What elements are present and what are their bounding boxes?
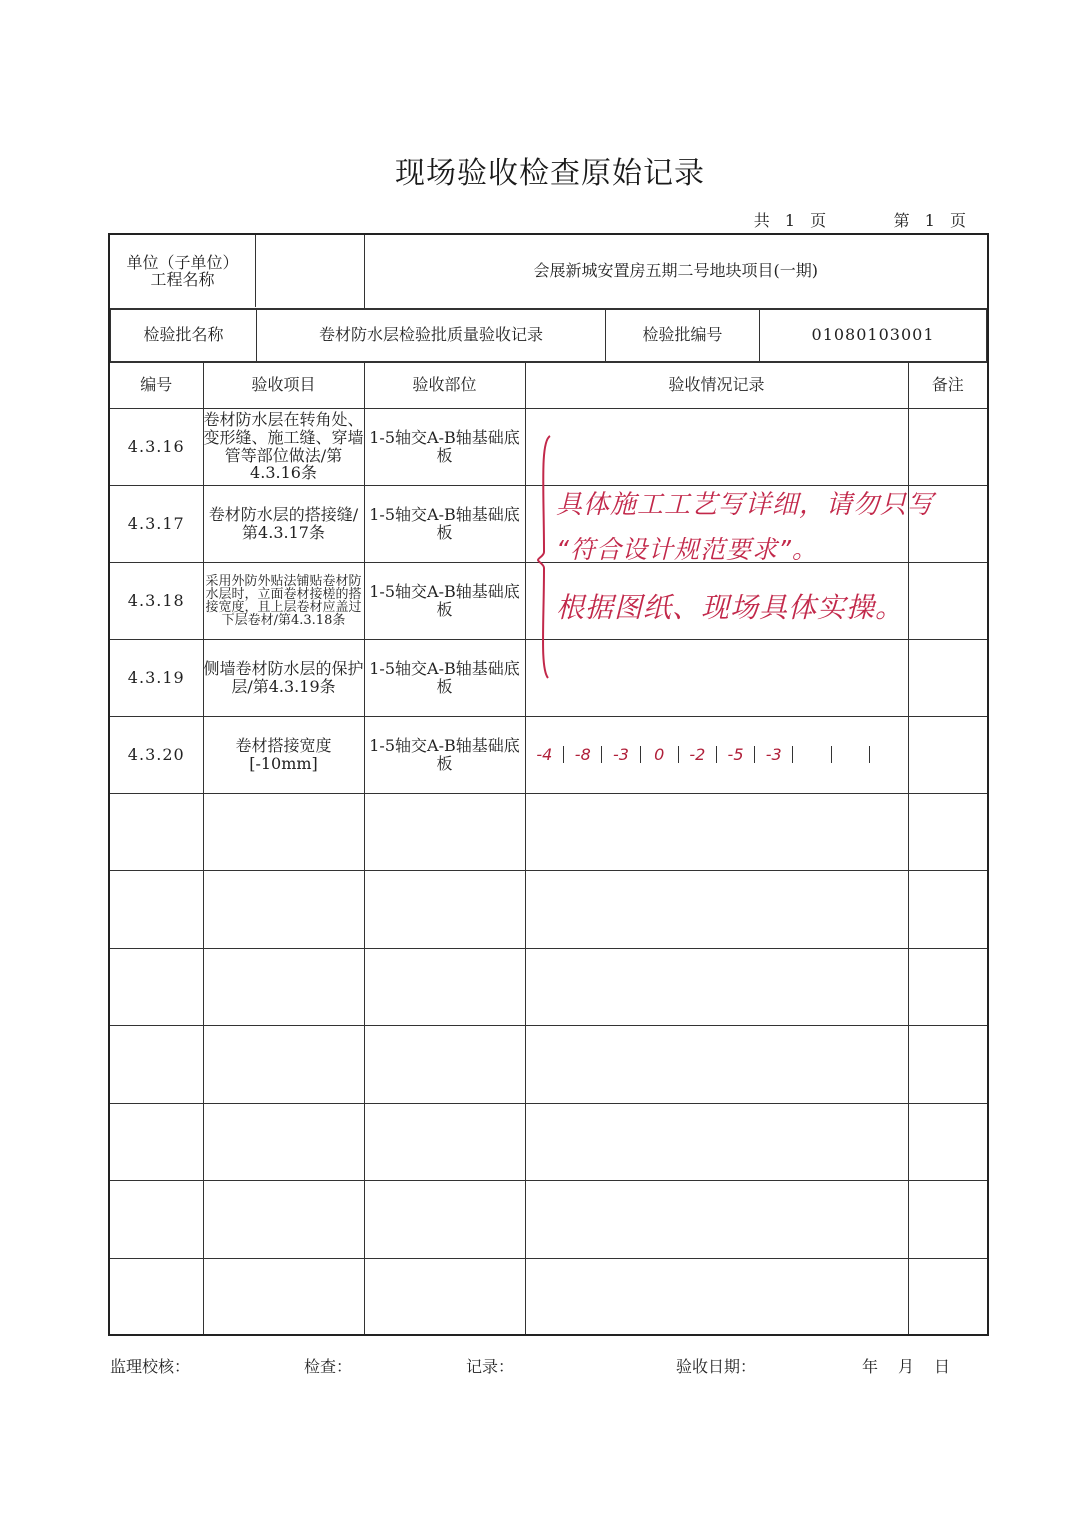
month-label: 月 (898, 1357, 915, 1376)
measurement-cells (525, 716, 908, 793)
unit-label (109, 234, 364, 308)
measurement-grid (526, 746, 908, 764)
record-label: 记录： (466, 1357, 515, 1376)
batch-no-value: 01080103001 (760, 309, 987, 361)
current-unit: 页 (949, 211, 968, 230)
row-code: 4.3.16 (109, 408, 203, 485)
unit-value: 会展新城安置房五期二号地块项目(一期) (364, 234, 988, 308)
current-page: 1 (924, 211, 937, 230)
batch-row-cell (109, 308, 988, 362)
empty-row (109, 1025, 988, 1103)
row-item: 卷材搭接宽度[-10mm] (203, 716, 364, 793)
row-code: 4.3.18 (109, 562, 203, 639)
row-remark (908, 716, 988, 793)
row-location: 1-5轴交A-B轴基础底板 (364, 639, 525, 716)
unit-label-text: 单位（子单位） 工程名称 (110, 235, 256, 307)
col-remark: 备注 (908, 362, 988, 408)
row-item: 卷材防水层的搭接缝/第4.3.17条 (203, 485, 364, 562)
row-code: 4.3.19 (109, 639, 203, 716)
column-header-row (109, 362, 988, 408)
row-location: 1-5轴交A-B轴基础底板 (364, 408, 525, 485)
row-remark (908, 408, 988, 485)
measurement: 0 (640, 746, 678, 764)
col-record: 验收情况记录 (525, 362, 908, 408)
empty-row (109, 948, 988, 1025)
project-row (109, 234, 988, 308)
row-record (525, 408, 908, 485)
year-label: 年 (862, 1357, 879, 1376)
measurement (831, 746, 869, 764)
page-number (754, 208, 968, 231)
row-item: 侧墙卷材防水层的保护层/第4.3.19条 (203, 639, 364, 716)
annotation-line-3: 根据图纸、现场具体实操。 (556, 591, 905, 624)
row-item: 卷材防水层在转角处、变形缝、施工缝、穿墙管等部位做法/第4.3.16条 (203, 408, 364, 485)
current-label: 第 (893, 211, 912, 230)
empty-row (109, 1103, 988, 1180)
empty-row (109, 1180, 988, 1258)
measurement: -2 (678, 746, 716, 764)
brace-mark (536, 432, 556, 682)
table-row (109, 716, 988, 793)
annotation-line-2: “符合设计规范要求”。 (556, 535, 818, 564)
total-unit: 页 (810, 211, 829, 230)
record-table (108, 233, 989, 1336)
measurement: -5 (716, 746, 754, 764)
empty-row (109, 1258, 988, 1335)
row-remark (908, 639, 988, 716)
batch-name-label: 检验批名称 (111, 309, 257, 361)
date-label: 验收日期： (676, 1357, 757, 1376)
total-pages: 1 (784, 211, 798, 230)
row-location: 1-5轴交A-B轴基础底板 (364, 485, 525, 562)
batch-row (109, 308, 988, 362)
row-location: 1-5轴交A-B轴基础底板 (364, 562, 525, 639)
row-record (525, 639, 908, 716)
col-item: 验收项目 (203, 362, 364, 408)
row-code: 4.3.17 (109, 485, 203, 562)
row-remark (908, 562, 988, 639)
page-title: 现场验收检查原始记录 (395, 156, 705, 191)
measurement: -8 (564, 746, 602, 764)
day-label: 日 (934, 1357, 951, 1376)
batch-no-label: 检验批编号 (606, 309, 760, 361)
measurement: -4 (526, 746, 564, 764)
empty-row (109, 793, 988, 870)
row-location: 1-5轴交A-B轴基础底板 (364, 716, 525, 793)
batch-name-value: 卷材防水层检验批质量验收记录 (257, 309, 606, 361)
row-item: 采用外防外贴法铺贴卷材防水层时，立面卷材接槎的搭接宽度，且上层卷材应盖过下层卷材/第4.3.18条 (203, 562, 364, 639)
empty-row (109, 870, 988, 948)
supervisor-label: 监理校核： (110, 1357, 191, 1376)
measurement (793, 746, 831, 764)
col-code: 编号 (109, 362, 203, 408)
measurement: -3 (755, 746, 793, 764)
annotation-line-1: 具体施工工艺写详细，请勿只写 (556, 490, 935, 520)
col-location: 验收部位 (364, 362, 525, 408)
measurement: -3 (602, 746, 640, 764)
measurement (869, 746, 907, 764)
row-code: 4.3.20 (109, 716, 203, 793)
total-label: 共 (753, 211, 772, 230)
check-label: 检查： (304, 1357, 353, 1376)
